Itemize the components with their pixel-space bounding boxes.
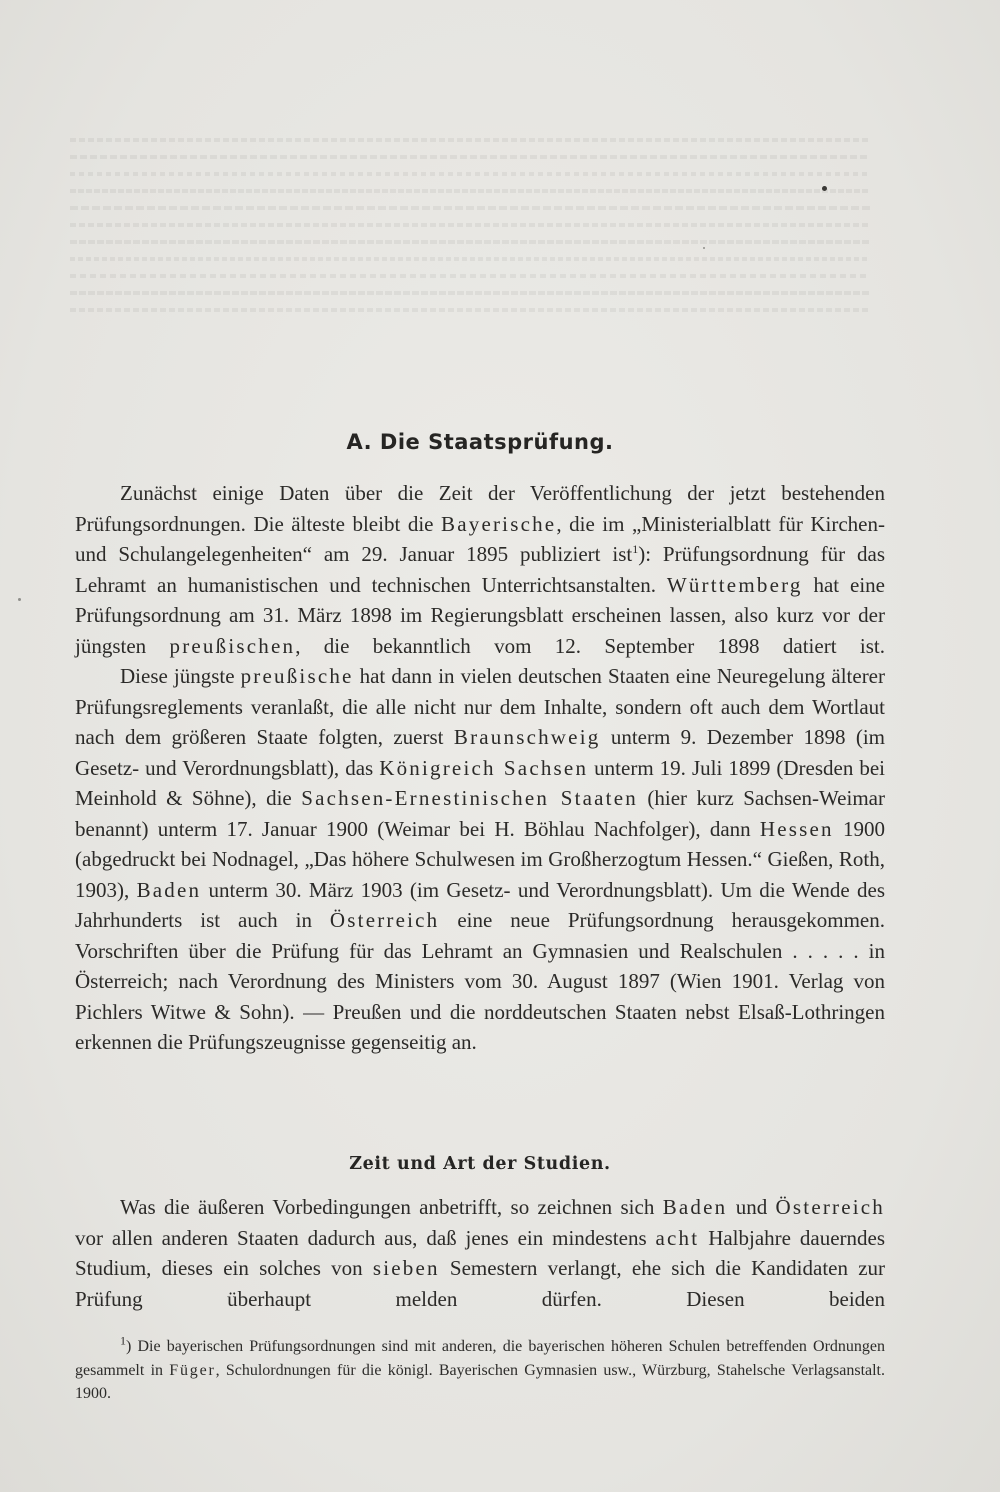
print-speck xyxy=(703,247,705,249)
show-through-texture xyxy=(70,125,890,325)
spaced-term: Bayerische xyxy=(441,511,557,536)
spaced-term: Baden xyxy=(662,1195,728,1219)
subsection-heading: Zeit und Art der Studien. xyxy=(349,1154,611,1174)
spaced-term: Österreich xyxy=(775,1195,886,1219)
print-speck xyxy=(18,598,21,601)
spaced-term: Braunschweig xyxy=(453,725,601,749)
footnote-mark: 1 xyxy=(120,1333,126,1348)
body-text-block xyxy=(75,478,885,1058)
body-text-block-2 xyxy=(75,1192,885,1314)
footnotes xyxy=(75,1335,885,1406)
spaced-term: sieben xyxy=(372,1256,440,1280)
spaced-term: Württemberg xyxy=(666,572,803,597)
spaced-term: Österreich xyxy=(329,908,440,932)
paragraph-2: Diese jüngste preußische hat dann in vielen deutschen Staaten eine Neuregelung älterer Prüfungsreglements veranlaßt, die alle nicht nur dem Inhalte, sondern oft auch dem Wortlaut nach dem größeren Staate folgten, zuerst Braunschweig unterm 9. Dezember 1898 (im Gesetz- und Verordnungsblatt), das Königreich Sachsen unterm 19. Juli 1899 (Dresden bei Meinhold & Söhne), die Sachsen-Ernestinischen Staaten (hier kurz Sachsen-Weimar benannt) unterm 17. Januar 1900 (Weimar bei H. Böhlau Nachfolger), dann Hessen 1900 (abgedruckt bei Nodnagel, „Das höhere Schulwesen im Großherzogtum Hessen.“ Gießen, Roth, 1903), Baden unterm 30. März 1903 (im Gesetz- und Verordnungsblatt). Um die Wende des Jahrhunderts ist auch in Österreich eine neue Prüfungsordnung herausgekommen. Vorschriften über die Prüfung für das Lehramt an Gymnasien und Realschulen . . . . . in Österreich; nach Verordnung des Ministers vom 30. August 1897 (Wien 1901. Verlag von Pichlers Witwe & Sohn). — Preußen und die norddeutschen Staaten nebst Elsaß-Lothringen erkennen die Prüfungszeugnisse gegenseitig an. xyxy=(75,664,885,1054)
spaced-term: preußischen xyxy=(169,633,296,658)
paragraph-1: Zunächst einige Daten über die Zeit der Veröffentlichung der jetzt bestehenden Prüfungsordnungen. Die älteste bleibt die Bayerische, die im „Ministerialblatt für Kirchen- und Schulangelegenheiten“ am 29. Januar 1895 publiziert ist$^1$): Prüfungsordnung für das Lehramt an humanistischen und technischen Unterrichtsanstalten. Württemberg hat eine Prüfungsordnung am 31. März 1898 im Regierungsblatt erscheinen lassen, also kurz vor der jüngsten preußischen, die bekanntlich vom 12. September 1898 datiert ist. xyxy=(75,481,885,658)
footnote-1: $^1$) Die bayerischen Prüfungsordnungen sind mit anderen, die bayerischen höheren Schulen betreffenden Ordnungen gesammelt in Füger, Schulordnungen für die königl. Bayerischen Gymnasien usw., Würzburg, Stahelsche Verlagsanstalt. 1900. xyxy=(75,1333,886,1402)
spaced-term: Sachsen-Ernestinischen Staaten xyxy=(301,786,638,810)
section-heading: A. Die Staatsprüfung. xyxy=(346,430,614,454)
spaced-term: preußische xyxy=(240,664,354,688)
print-speck xyxy=(822,186,827,191)
spaced-term: Königreich Sachsen xyxy=(379,755,589,780)
spaced-term: Füger xyxy=(169,1361,216,1379)
paragraph-3: Was die äußeren Vorbedingungen anbetrifft, so zeichnen sich Baden und Österreich vor allen anderen Staaten dadurch aus, daß jenes ein mindestens acht Halbjahre dauerndes Studium, dieses ein solches von sieben Semestern verlangt, ehe sich die Kandidaten zur Prüfung überhaupt melden dürfen. Diesen beiden xyxy=(75,1195,886,1311)
footnote-reference[interactable]: 1 xyxy=(632,542,639,556)
spaced-term: acht xyxy=(655,1225,700,1250)
spaced-term: Baden xyxy=(136,877,202,902)
spaced-term: Hessen xyxy=(759,816,834,841)
